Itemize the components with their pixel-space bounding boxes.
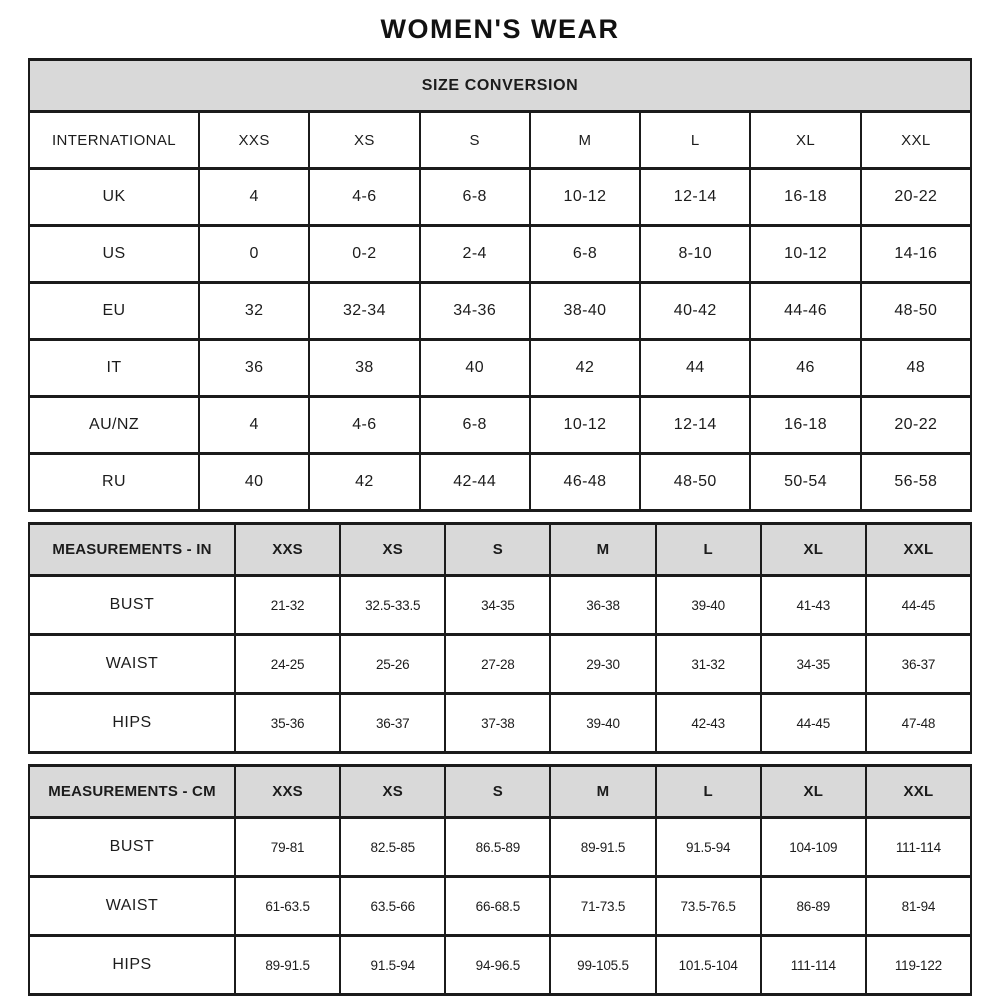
measurement-value: 32.5-33.5 [340,576,445,635]
measurement-value: 104-109 [761,818,866,877]
table-row [29,694,971,753]
measurement-value: 25-26 [340,635,445,694]
size-value: 38-40 [530,283,640,340]
size-value: 38 [309,340,419,397]
size-value: 44-46 [750,283,860,340]
size-col-header: XS [340,766,445,818]
size-value: 4 [199,169,309,226]
measurement-label: WAIST [29,877,235,936]
size-value: 48 [861,340,971,397]
size-value: 34-36 [420,283,530,340]
size-value: 16-18 [750,397,860,454]
size-col-header: L [656,766,761,818]
measurement-value: 24-25 [235,635,340,694]
column-header: XXS [199,112,309,169]
measurement-value: 79-81 [235,818,340,877]
measurement-value: 36-37 [866,635,971,694]
measurement-value: 31-32 [656,635,761,694]
size-conversion-header-row [29,112,971,169]
measurement-value: 36-37 [340,694,445,753]
measurement-value: 39-40 [550,694,655,753]
size-value: 4-6 [309,397,419,454]
table-row [29,818,971,877]
size-col-header: S [445,766,550,818]
size-value: 10-12 [530,169,640,226]
measurement-value: 42-43 [656,694,761,753]
measurement-value: 94-96.5 [445,936,550,995]
size-value: 50-54 [750,454,860,511]
size-value: 0 [199,226,309,283]
size-value: 40 [199,454,309,511]
measurement-value: 34-35 [761,635,866,694]
size-value: 32 [199,283,309,340]
measurement-label: BUST [29,818,235,877]
size-value: 12-14 [640,397,750,454]
measurements-cm-table [28,764,972,996]
measurement-value: 66-68.5 [445,877,550,936]
measurement-value: 35-36 [235,694,340,753]
column-header: XXL [861,112,971,169]
size-col-header: XXS [235,524,340,576]
column-header: M [530,112,640,169]
measurement-label: HIPS [29,694,235,753]
measurement-value: 91.5-94 [656,818,761,877]
size-value: 48-50 [861,283,971,340]
size-value: 4-6 [309,169,419,226]
size-col-header: S [445,524,550,576]
size-col-header: XXL [866,524,971,576]
measurement-value: 86.5-89 [445,818,550,877]
size-conversion-table [28,58,972,512]
column-header: S [420,112,530,169]
measurement-value: 81-94 [866,877,971,936]
table-row [29,635,971,694]
size-value: 10-12 [530,397,640,454]
size-value: 12-14 [640,169,750,226]
size-value: 46 [750,340,860,397]
measurements-header: MEASUREMENTS - CM [29,766,235,818]
measurement-value: 41-43 [761,576,866,635]
size-value: 36 [199,340,309,397]
size-value: 42 [530,340,640,397]
size-col-header: XL [761,524,866,576]
measurement-value: 61-63.5 [235,877,340,936]
table-row [29,340,971,397]
column-header: XL [750,112,860,169]
size-value: 44 [640,340,750,397]
measurement-value: 111-114 [761,936,866,995]
measurement-value: 34-35 [445,576,550,635]
size-value: 16-18 [750,169,860,226]
measurement-value: 119-122 [866,936,971,995]
size-value: 14-16 [861,226,971,283]
measurement-value: 63.5-66 [340,877,445,936]
measurements-header: MEASUREMENTS - IN [29,524,235,576]
measurement-value: 99-105.5 [550,936,655,995]
measurement-value: 44-45 [761,694,866,753]
measurement-value: 89-91.5 [235,936,340,995]
size-col-header: M [550,524,655,576]
measurement-value: 91.5-94 [340,936,445,995]
measurement-value: 39-40 [656,576,761,635]
page-title: WOMEN'S WEAR [380,14,620,44]
measurement-value: 37-38 [445,694,550,753]
measurement-value: 111-114 [866,818,971,877]
measurement-label: HIPS [29,936,235,995]
size-value: 10-12 [750,226,860,283]
size-value: 40 [420,340,530,397]
region-label: RU [29,454,199,511]
table-row [29,169,971,226]
measurement-value: 82.5-85 [340,818,445,877]
size-col-header: XS [340,524,445,576]
table-row [29,283,971,340]
column-header: L [640,112,750,169]
size-value: 42-44 [420,454,530,511]
size-value: 48-50 [640,454,750,511]
size-col-header: L [656,524,761,576]
measurement-label: WAIST [29,635,235,694]
measurement-value: 71-73.5 [550,877,655,936]
size-value: 42 [309,454,419,511]
measurement-value: 86-89 [761,877,866,936]
measurement-label: BUST [29,576,235,635]
measurements-in-header-row [29,524,971,576]
table-row [29,454,971,511]
measurement-value: 21-32 [235,576,340,635]
measurement-value: 89-91.5 [550,818,655,877]
region-label: IT [29,340,199,397]
size-value: 0-2 [309,226,419,283]
size-value: 46-48 [530,454,640,511]
measurements-cm-header-row [29,766,971,818]
region-label: EU [29,283,199,340]
table-row [29,877,971,936]
measurement-value: 44-45 [866,576,971,635]
size-value: 6-8 [420,397,530,454]
size-value: 6-8 [530,226,640,283]
size-value: 32-34 [309,283,419,340]
table-row [29,936,971,995]
table-row [29,226,971,283]
table-row [29,397,971,454]
measurement-value: 36-38 [550,576,655,635]
measurement-value: 73.5-76.5 [656,877,761,936]
size-col-header: XXS [235,766,340,818]
size-value: 8-10 [640,226,750,283]
size-col-header: M [550,766,655,818]
measurements-in-table [28,522,972,754]
column-header: INTERNATIONAL [29,112,199,169]
region-label: US [29,226,199,283]
measurement-value: 101.5-104 [656,936,761,995]
size-value: 20-22 [861,397,971,454]
size-col-header: XXL [866,766,971,818]
size-conversion-banner: SIZE CONVERSION [29,60,971,112]
size-value: 6-8 [420,169,530,226]
size-col-header: XL [761,766,866,818]
region-label: UK [29,169,199,226]
measurement-value: 27-28 [445,635,550,694]
size-value: 40-42 [640,283,750,340]
size-value: 56-58 [861,454,971,511]
measurement-value: 29-30 [550,635,655,694]
table-row [29,576,971,635]
region-label: AU/NZ [29,397,199,454]
size-value: 4 [199,397,309,454]
size-value: 2-4 [420,226,530,283]
measurement-value: 47-48 [866,694,971,753]
size-value: 20-22 [861,169,971,226]
column-header: XS [309,112,419,169]
